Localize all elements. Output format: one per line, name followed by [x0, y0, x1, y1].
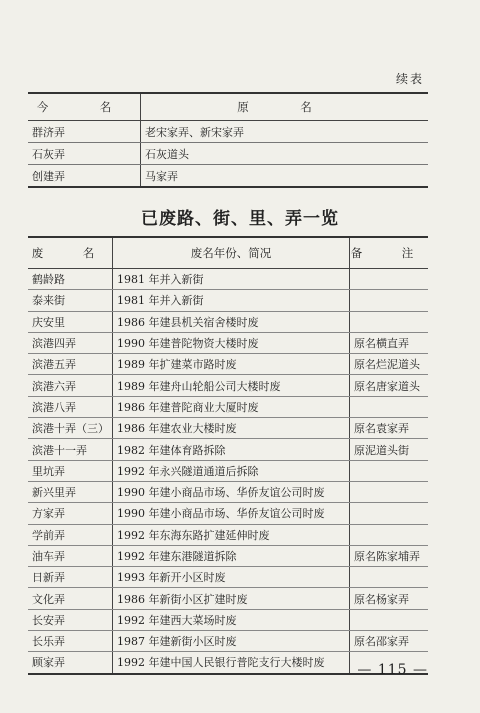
page-number: — 115 — [357, 662, 428, 678]
cell-year-description: 1990 年建小商品市场、华侨友谊公司时废 [113, 481, 350, 502]
cell-abolished-name: 滨港八弄 [28, 396, 113, 417]
cell-remarks [350, 481, 429, 502]
cell-abolished-name: 长安弄 [28, 609, 113, 630]
table-header-row [28, 237, 428, 269]
cell-abolished-name: 滨港十弄（三） [28, 418, 113, 439]
table-row [28, 290, 428, 311]
table-row [28, 143, 428, 165]
table-row [28, 311, 428, 332]
table-row [28, 165, 428, 188]
cell-current-name: 群济弄 [28, 121, 141, 143]
cell-year-description: 1986 年建普陀商业大厦时废 [113, 396, 350, 417]
cell-year-description: 1990 年建普陀物资大楼时废 [113, 332, 350, 353]
table-row [28, 332, 428, 353]
header-abolished-name: 废 名 [28, 237, 113, 269]
cell-year-description: 1989 年扩建菜市路时废 [113, 354, 350, 375]
table-row [28, 396, 428, 417]
table-row [28, 269, 428, 290]
cell-remarks: 原名陈家埔弄 [350, 545, 429, 566]
cell-abolished-name: 油车弄 [28, 545, 113, 566]
cell-abolished-name: 滨港十一弄 [28, 439, 113, 460]
table-row [28, 121, 428, 143]
table-row [28, 460, 428, 481]
table-row [28, 354, 428, 375]
cell-abolished-name: 顾家弄 [32, 656, 65, 670]
header-current-name: 今 名 [28, 93, 141, 121]
abolished-streets-table [28, 236, 428, 675]
cell-abolished-name: 庆安里 [28, 311, 113, 332]
cell-remarks [350, 311, 429, 332]
cell-remarks: 原名杨家弄 [350, 588, 429, 609]
cell-abolished-name: 里坑弄 [28, 460, 113, 481]
cell-remarks: 原名唐家道头 [350, 375, 429, 396]
table-header-row [28, 93, 428, 121]
cell-remarks: 原名横直弄 [350, 332, 429, 353]
table-row [28, 375, 428, 396]
cell-current-name: 石灰弄 [28, 143, 141, 165]
cell-abolished-name: 学前弄 [28, 524, 113, 545]
table-row [28, 545, 428, 566]
table-row [28, 418, 428, 439]
cell-abolished-name: 文化弄 [28, 588, 113, 609]
cell-year-description: 1986 年建农业大楼时废 [113, 418, 350, 439]
cell-abolished-name: 滨港五弄 [28, 354, 113, 375]
cell-original-name: 马家弄 [141, 165, 429, 188]
section-title: 已废路、街、里、弄一览 [141, 209, 339, 229]
cell-year-description: 1987 年建新街小区时废 [113, 631, 350, 652]
cell-year-description: 1992 年建西大菜场时废 [113, 609, 350, 630]
cell-remarks [350, 567, 429, 588]
table-row [28, 609, 428, 630]
cell-abolished-name: 新兴里弄 [28, 481, 113, 502]
cell-year-description: 1992 年建中国人民银行普陀支行大楼时废 [113, 652, 350, 674]
cell-abolished-name: 滨港四弄 [28, 332, 113, 353]
cell-remarks: 原名袁家弄 [350, 418, 429, 439]
cell-remarks [350, 269, 429, 290]
cell-abolished-name: 日新弄 [28, 567, 113, 588]
cell-remarks: 原名烂泥道头 [350, 354, 429, 375]
cell-abolished-name: 方家弄 [28, 503, 113, 524]
table-row [28, 588, 428, 609]
cell-current-name: 创建弄 [32, 169, 65, 183]
continuation-label: 续表 [395, 72, 424, 86]
cell-remarks [350, 396, 429, 417]
cell-year-description: 1986 年新街小区扩建时废 [113, 588, 350, 609]
cell-original-name: 老宋家弄、新宋家弄 [141, 121, 429, 143]
cell-year-description: 1982 年建体育路拆除 [113, 439, 350, 460]
header-year-description: 废名年份、简况 [113, 237, 350, 269]
header-remarks: 备 注 [350, 237, 429, 269]
cell-year-description: 1992 年东海东路扩建延伸时废 [113, 524, 350, 545]
cell-abolished-name: 泰来街 [28, 290, 113, 311]
table-row [28, 481, 428, 502]
cell-year-description: 1981 年并入新街 [113, 269, 350, 290]
cell-abolished-name: 长乐弄 [28, 631, 113, 652]
cell-year-description: 1986 年建县机关宿舍楼时废 [113, 311, 350, 332]
cell-remarks [350, 460, 429, 481]
cell-year-description: 1992 年建东港隧道拆除 [113, 545, 350, 566]
table-row [28, 567, 428, 588]
table-row [28, 503, 428, 524]
cell-year-description: 1992 年永兴隧道通道后拆除 [113, 460, 350, 481]
cell-abolished-name: 滨港六弄 [28, 375, 113, 396]
table-row [28, 524, 428, 545]
cell-remarks [350, 609, 429, 630]
table-row [28, 631, 428, 652]
cell-year-description: 1993 年新开小区时废 [113, 567, 350, 588]
cell-year-description: 1989 年建舟山轮船公司大楼时废 [113, 375, 350, 396]
header-original-name: 原 名 [141, 93, 429, 121]
cell-year-description: 1981 年并入新街 [113, 290, 350, 311]
cell-remarks [350, 503, 429, 524]
cell-remarks [350, 290, 429, 311]
cell-abolished-name: 鹤龄路 [28, 269, 113, 290]
cell-remarks [350, 524, 429, 545]
cell-remarks: 原名邵家弄 [350, 631, 429, 652]
cell-year-description: 1990 年建小商品市场、华侨友谊公司时废 [113, 503, 350, 524]
table-row [28, 439, 428, 460]
cell-original-name: 石灰道头 [141, 143, 429, 165]
renamed-streets-table [28, 92, 428, 188]
cell-remarks: 原泥道头街 [350, 439, 429, 460]
